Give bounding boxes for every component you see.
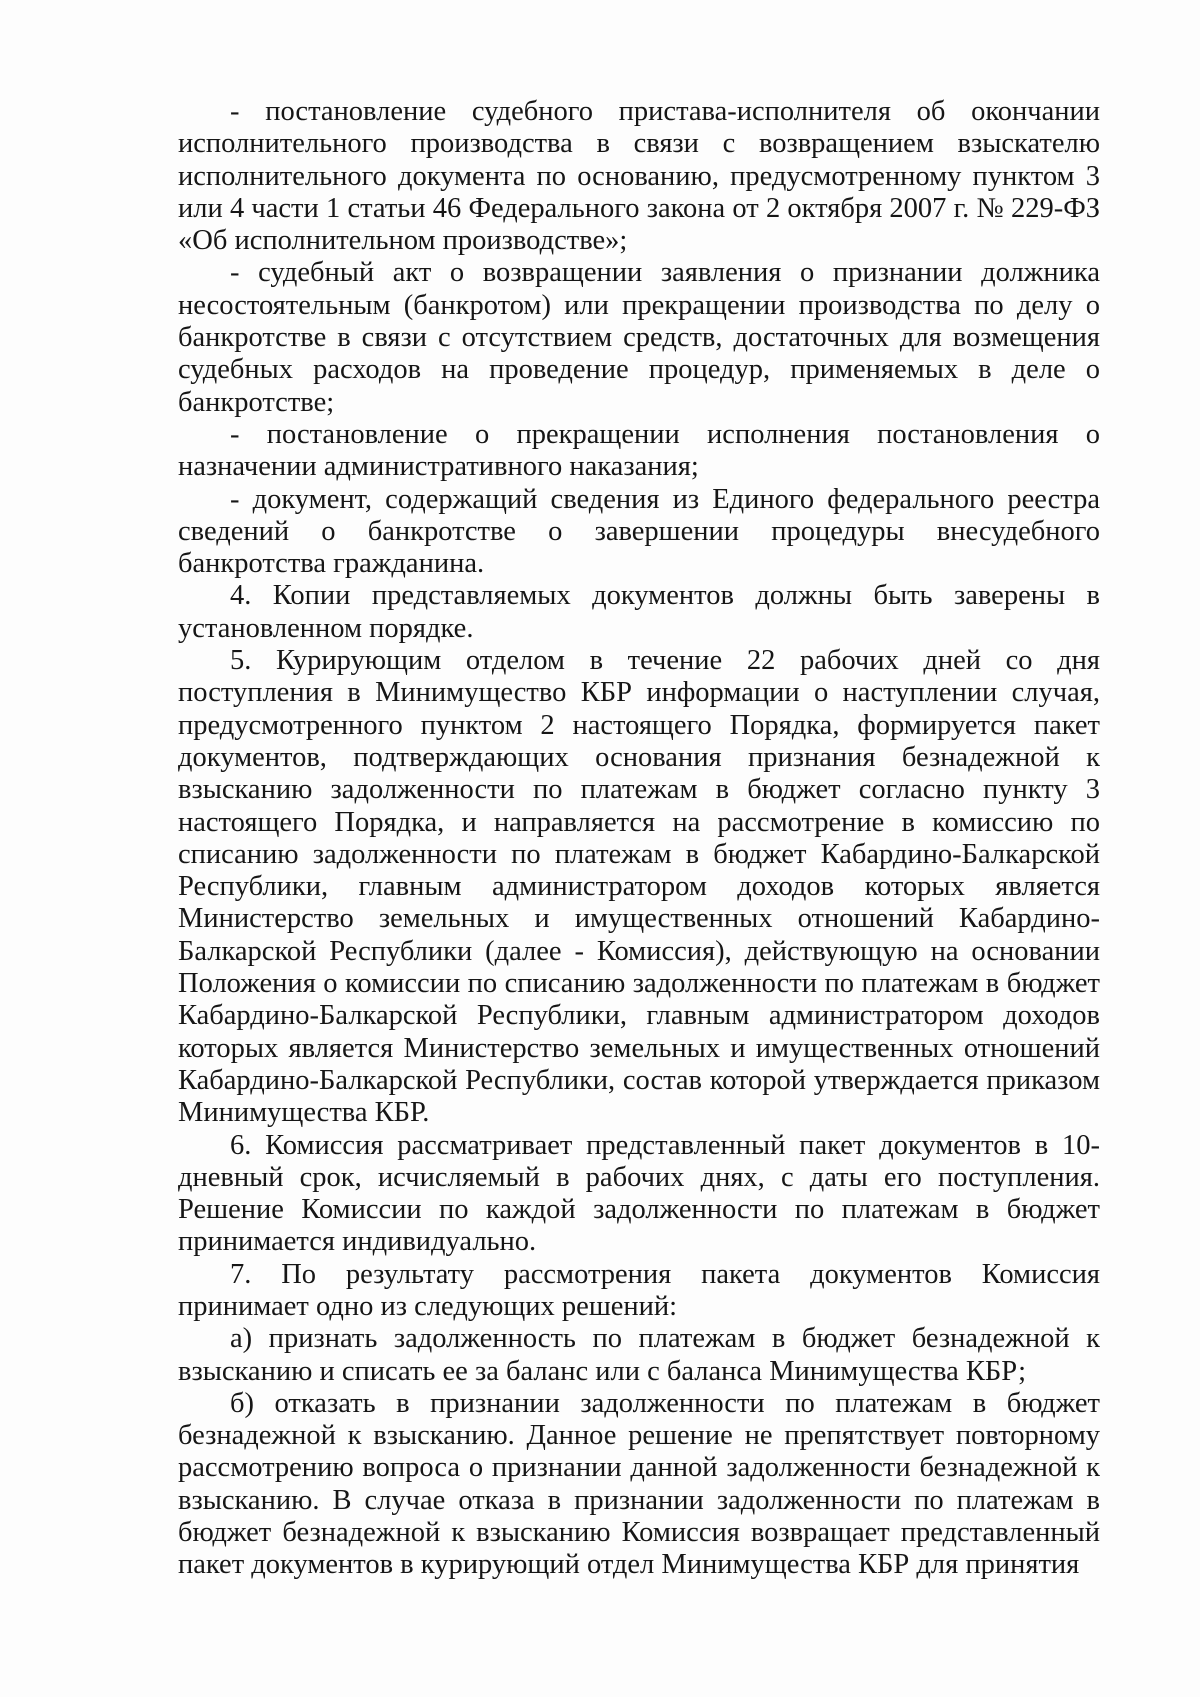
paragraph-item-7b: б) отказать в признании задолженности по платежам в бюджет безнадежной к взысканию. Данное решение не препятствует повторному рассмотрению вопроса о признании данной задолженности безнадежной к взысканию. В случае отказа в признании задолженности по платежам в бюджет безнадежной к взысканию Комиссия возвращает представленный пакет документов в курирующий отдел Минимущества КБР для принятия	[178, 1387, 1100, 1581]
paragraph-item-5: 5. Курирующим отделом в течение 22 рабочих дней со дня поступления в Минимущество КБР информации о наступлении случая, предусмотренного пунктом 2 настоящего Порядка, формируется пакет документов, подтверждающих основания признания безнадежной к взысканию задолженности по платежам в бюджет согласно пункту 3 настоящего Порядка, и направляется на рассмотрение в комиссию по списанию задолженности по платежам в бюджет Кабардино-Балкарской Республики, главным администратором доходов которых является Министерство земельных и имущественных отношений Кабардино-Балкарской Республики (далее - Комиссия), действующую на основании Положения о комиссии по списанию задолженности по платежам в бюджет Кабардино-Балкарской Республики, главным администратором доходов которых является Министерство земельных и имущественных отношений Кабардино-Балкарской Республики, состав которой утверждается приказом Минимущества КБР.	[178, 645, 1100, 1129]
paragraph-item-6: 6. Комиссия рассматривает представленный пакет документов в 10-дневный срок, исчисляемый в рабочих днях, с даты его поступления. Решение Комиссии по каждой задолженности по платежам в бюджет принимается индивидуально.	[178, 1129, 1100, 1258]
paragraph-item-7a: а) признать задолженность по платежам в бюджет безнадежной к взысканию и списать ее за баланс или с баланса Минимущества КБР;	[178, 1323, 1100, 1387]
paragraph-termination-decision: - постановление о прекращении исполнения постановления о назначении административного наказания;	[178, 418, 1100, 483]
document-body	[178, 96, 1100, 1582]
paragraph-court-act: - судебный акт о возвращении заявления о признании должника несостоятельным (банкротом) или прекращении производства по делу о банкротстве в связи с отсутствием средств, достаточных для возмещения судебных расходов на проведение процедур, применяемых в деле о банкротстве;	[178, 257, 1100, 418]
paragraph-item-4: 4. Копии представляемых документов должны быть заверены в установленном порядке.	[178, 580, 1100, 644]
paragraph-registry-document: - документ, содержащий сведения из Единого федерального реестра сведений о банкротстве о завершении процедуры внесудебного банкротства гражданина.	[178, 483, 1100, 580]
paragraph-item-7: 7. По результату рассмотрения пакета документов Комиссия принимает одно из следующих решений:	[178, 1258, 1100, 1322]
paragraph-bailiff-decision: - постановление судебного пристава-исполнителя об окончании исполнительного производства в связи с возвращением взыскателю исполнительного документа по основанию, предусмотренному пунктом 3 или 4 части 1 статьи 46 Федерального закона от 2 октября 2007 г. № 229-ФЗ «Об исполнительном производстве»;	[178, 96, 1100, 257]
